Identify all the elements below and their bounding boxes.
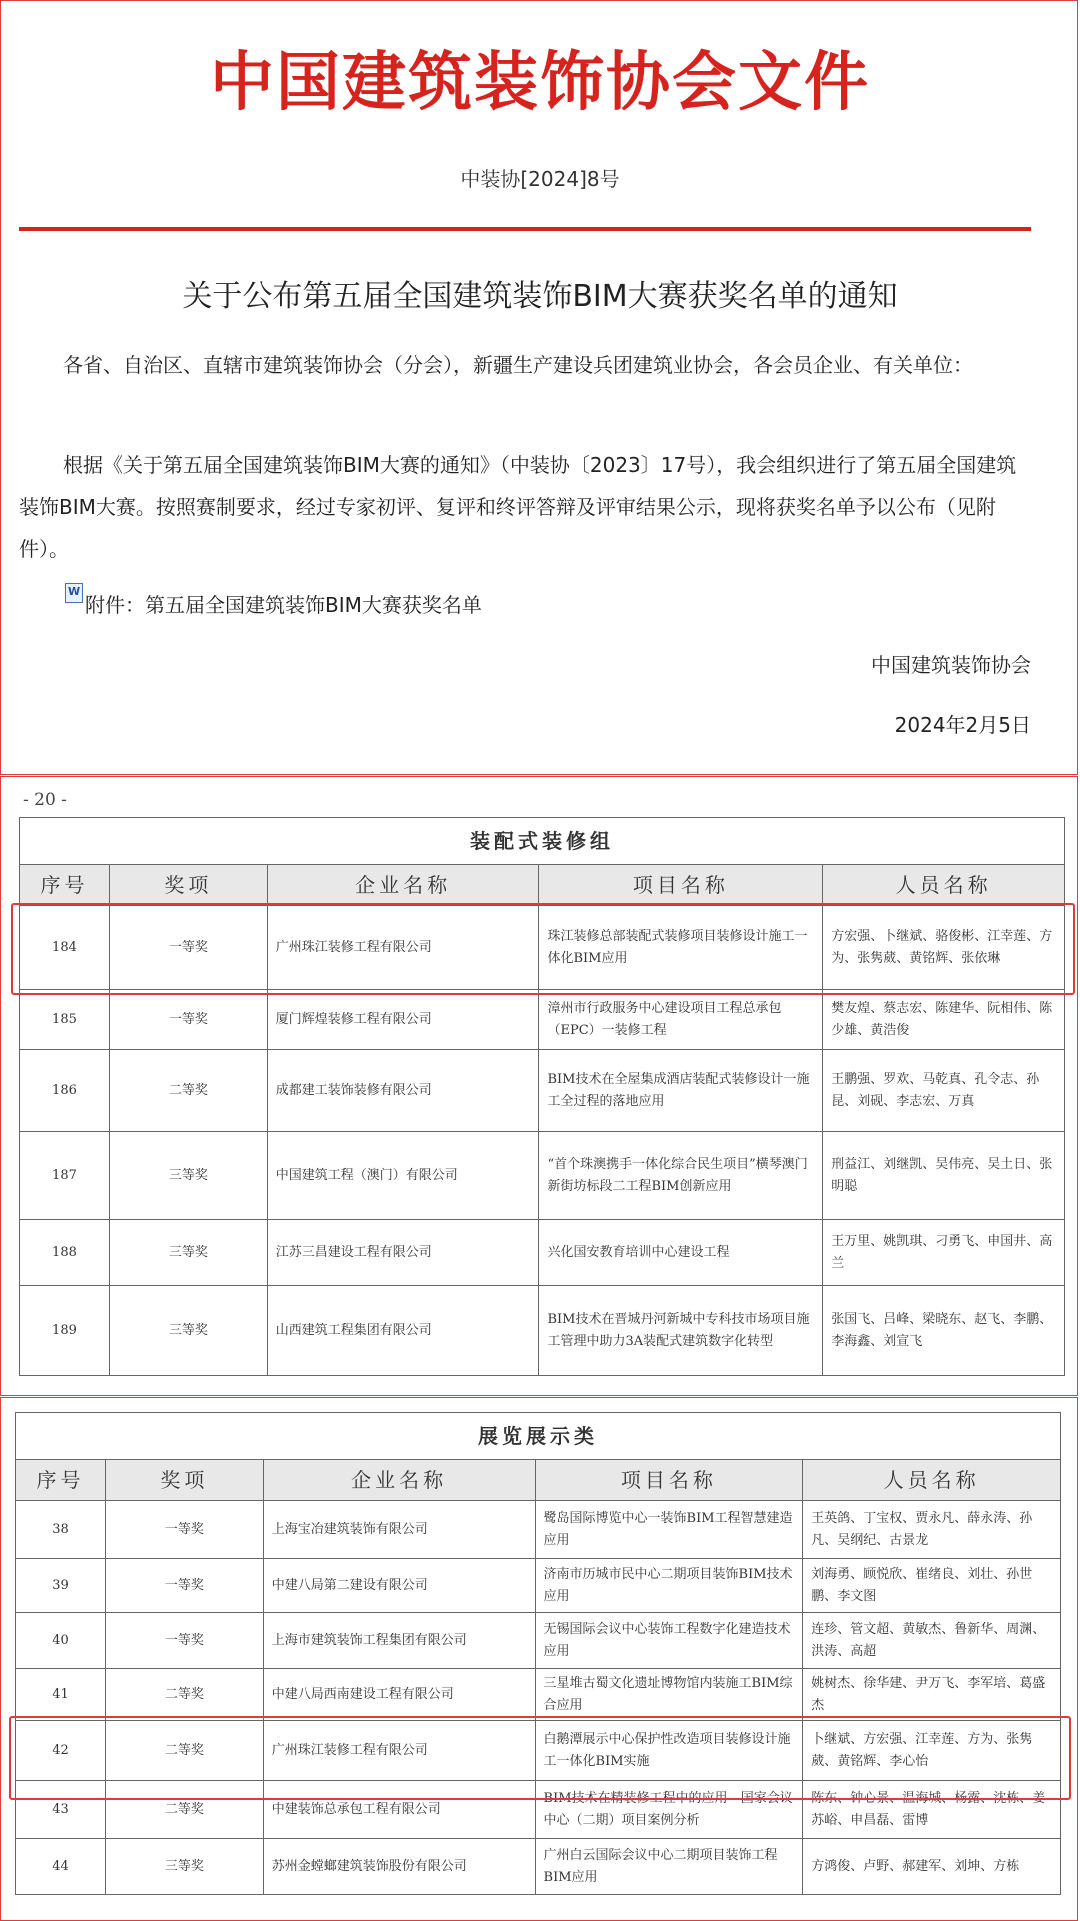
cell-people: 王万里、姚凯琪、刁勇飞、申国井、高兰: [823, 1220, 1065, 1286]
column-header: 企业名称: [263, 1460, 535, 1501]
cell-no: 186: [20, 1050, 110, 1132]
cell-no: 185: [20, 990, 110, 1050]
cell-people: 卜继斌、方宏强、江幸莲、方为、张隽葳、黄铭辉、李心怡: [803, 1721, 1061, 1781]
table-header-row: [20, 865, 1065, 906]
table-row: [16, 1669, 1061, 1721]
cell-company: 上海市建筑装饰工程集团有限公司: [263, 1613, 535, 1669]
cell-company: 中建八局第二建设有限公司: [263, 1559, 535, 1613]
cell-people: 张国飞、吕峰、梁晓东、赵飞、李鹏、李海鑫、刘宣飞: [823, 1286, 1065, 1376]
page-number: - 20 -: [23, 790, 67, 810]
table-row: [16, 1721, 1061, 1781]
column-header: 项目名称: [539, 865, 823, 906]
table-row: [16, 1839, 1061, 1895]
award-list-panel-2: [0, 1397, 1078, 1921]
cell-people: 姚树杰、徐华建、尹万飞、李军培、葛盛杰: [803, 1669, 1061, 1721]
column-header: 项目名称: [535, 1460, 803, 1501]
cell-award: 一等奖: [109, 906, 267, 990]
signature-organization: 中国建筑装饰协会: [871, 653, 1031, 677]
award-table-group2: [15, 1412, 1061, 1895]
table-row: [16, 1501, 1061, 1559]
cell-no: 42: [16, 1721, 106, 1781]
group-title: 展览展示类: [16, 1413, 1061, 1460]
cell-award: 一等奖: [105, 1559, 263, 1613]
award-list-panel-1: [0, 776, 1078, 1396]
cell-company: 成都建工装饰装修有限公司: [267, 1050, 539, 1132]
cell-project: 无锡国际会议中心装饰工程数字化建造技术应用: [535, 1613, 803, 1669]
cell-award: 一等奖: [105, 1613, 263, 1669]
cell-award: 三等奖: [105, 1839, 263, 1895]
cell-award: 二等奖: [109, 1050, 267, 1132]
cell-award: 二等奖: [105, 1721, 263, 1781]
cell-project: “首个珠澳携手一体化综合民生项目”横琴澳门新街坊标段二工程BIM创新应用: [539, 1132, 823, 1220]
cell-company: 江苏三昌建设工程有限公司: [267, 1220, 539, 1286]
table-row: [20, 1286, 1065, 1376]
cell-project: BIM技术在晋城丹河新城中专科技市场项目施工管理中助力3A装配式建筑数字化转型: [539, 1286, 823, 1376]
cell-project: 珠江装修总部装配式装修项目装修设计施工一体化BIM应用: [539, 906, 823, 990]
cell-project: BIM技术在精装修工程中的应用---国家会议中心（二期）项目案例分析: [535, 1781, 803, 1839]
cell-award: 三等奖: [109, 1220, 267, 1286]
cell-project: 三星堆古蜀文化遗址博物馆内装施工BIM综合应用: [535, 1669, 803, 1721]
column-header: 奖项: [105, 1460, 263, 1501]
cell-company: 苏州金螳螂建筑装饰股份有限公司: [263, 1839, 535, 1895]
cell-company: 中建装饰总承包工程有限公司: [263, 1781, 535, 1839]
signature-date: 2024年2月5日: [894, 713, 1031, 737]
cell-project: 济南市历城市民中心二期项目装饰BIM技术应用: [535, 1559, 803, 1613]
cell-no: 38: [16, 1501, 106, 1559]
column-header: 序号: [16, 1460, 106, 1501]
cell-no: 44: [16, 1839, 106, 1895]
cell-company: 中国建筑工程（澳门）有限公司: [267, 1132, 539, 1220]
attachment-link[interactable]: 附件：第五届全国建筑装饰BIM大赛获奖名单: [85, 593, 482, 617]
table-row: [16, 1613, 1061, 1669]
cell-company: 中建八局西南建设工程有限公司: [263, 1669, 535, 1721]
cell-project: 广州白云国际会议中心二期项目装饰工程BIM应用: [535, 1839, 803, 1895]
cell-people: 王英鸽、丁宝权、贾永凡、薛永涛、孙凡、吴纲纪、古景龙: [803, 1501, 1061, 1559]
column-header: 企业名称: [267, 865, 539, 906]
notice-panel: [0, 0, 1078, 775]
cell-people: 刘海勇、顾悦欣、崔绪良、刘壮、孙世鹏、李文图: [803, 1559, 1061, 1613]
cell-company: 广州珠江装修工程有限公司: [263, 1721, 535, 1781]
cell-project: 兴化国安教育培训中心建设工程: [539, 1220, 823, 1286]
cell-company: 山西建筑工程集团有限公司: [267, 1286, 539, 1376]
cell-people: 刑益江、刘继凯、吴伟亮、吴土日、张明聪: [823, 1132, 1065, 1220]
table-row: [20, 1220, 1065, 1286]
word-document-icon[interactable]: [65, 583, 83, 603]
cell-no: 40: [16, 1613, 106, 1669]
red-divider: [19, 227, 1031, 231]
cell-project: BIM技术在全屋集成酒店装配式装修设计一施工全过程的落地应用: [539, 1050, 823, 1132]
group-title: 装配式装修组: [20, 818, 1065, 865]
cell-no: 188: [20, 1220, 110, 1286]
column-header: 奖项: [109, 865, 267, 906]
cell-company: 上海宝冶建筑装饰有限公司: [263, 1501, 535, 1559]
cell-no: 41: [16, 1669, 106, 1721]
cell-project: 漳州市行政服务中心建设项目工程总承包（EPC）一装修工程: [539, 990, 823, 1050]
body-paragraph: 根据《关于第五届全国建筑装饰BIM大赛的通知》（中装协〔2023〕17号），我会组织进行了第五届全国建筑装饰BIM大赛。按照赛制要求，经过专家初评、复评和终评答辩及评审结果公示，现将获奖名单予以公布（见附件）。: [19, 453, 1017, 561]
cell-people: 方宏强、卜继斌、骆俊彬、江幸莲、方为、张隽葳、黄铭辉、张依琳: [823, 906, 1065, 990]
cell-no: 184: [20, 906, 110, 990]
table-row: [20, 1132, 1065, 1220]
table-header-row: [16, 1460, 1061, 1501]
cell-award: 二等奖: [105, 1669, 263, 1721]
cell-people: 陈东、钟心景、温海城、杨露、沈栋、姜苏峪、申昌磊、雷博: [803, 1781, 1061, 1839]
document-header: 中国建筑装饰协会文件: [210, 45, 870, 120]
cell-award: 二等奖: [105, 1781, 263, 1839]
cell-project: 白鹅潭展示中心保护性改造项目装修设计施工一体化BIM实施: [535, 1721, 803, 1781]
cell-award: 三等奖: [109, 1286, 267, 1376]
table-row: [16, 1781, 1061, 1839]
cell-company: 广州珠江装修工程有限公司: [267, 906, 539, 990]
document-number: 中装协[2024]8号: [460, 167, 620, 191]
table-row: [20, 1050, 1065, 1132]
cell-no: 187: [20, 1132, 110, 1220]
cell-no: 39: [16, 1559, 106, 1613]
cell-people: 连珍、管文超、黄敏杰、鲁新华、周渊、洪涛、高超: [803, 1613, 1061, 1669]
cell-award: 一等奖: [109, 990, 267, 1050]
column-header: 序号: [20, 865, 110, 906]
table-row: [20, 990, 1065, 1050]
column-header: 人员名称: [803, 1460, 1061, 1501]
cell-no: 43: [16, 1781, 106, 1839]
cell-people: 王鹏强、罗欢、马乾真、孔令志、孙昆、刘砚、李志宏、万真: [823, 1050, 1065, 1132]
table-row: [16, 1559, 1061, 1613]
cell-company: 厦门辉煌装修工程有限公司: [267, 990, 539, 1050]
notice-title: 关于公布第五届全国建筑装饰BIM大赛获奖名单的通知: [182, 279, 898, 314]
cell-people: 方鸿俊、卢野、郝建军、刘坤、方栋: [803, 1839, 1061, 1895]
cell-award: 一等奖: [105, 1501, 263, 1559]
cell-no: 189: [20, 1286, 110, 1376]
addressee-paragraph: 各省、自治区、直辖市建筑装饰协会（分会），新疆生产建设兵团建筑业协会，各会员企业、有关单位：: [63, 353, 973, 377]
table-row: [20, 906, 1065, 990]
column-header: 人员名称: [823, 865, 1065, 906]
award-table-group1: [19, 817, 1065, 1376]
cell-award: 三等奖: [109, 1132, 267, 1220]
cell-people: 樊友煌、蔡志宏、陈建华、阮相伟、陈少雄、黄浩俊: [823, 990, 1065, 1050]
cell-project: 鹭岛国际博览中心一装饰BIM工程智慧建造应用: [535, 1501, 803, 1559]
